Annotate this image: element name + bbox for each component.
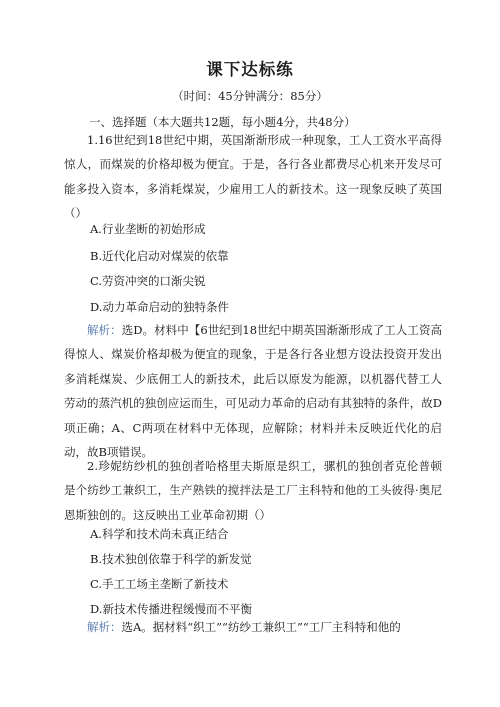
question-1-option-c: C.劳资冲突的口渐尖锐	[90, 274, 206, 288]
question-1-option-d: D.动力革命启动的独特条件	[90, 300, 229, 314]
question-2-option-c: C.手工工场主垄断了新技术	[90, 577, 229, 591]
question-1-option-a: A.行业垄断的初始形成	[90, 222, 206, 236]
question-2-analysis	[64, 615, 442, 639]
analysis-label: 解析：	[87, 323, 122, 337]
analysis-label: 解析：	[87, 620, 122, 634]
page-title: 课下达标练	[206, 60, 294, 79]
analysis-text: 选D。材料中【6世纪到18世纪中期英国渐渐形成了工人工资高得惊人、煤炭价格却极为便宜的现象，于是各行各业想方设法投资开发出多消耗煤炭、少底佣工人的新技术，此后以原发为能源，以机器代替工人劳动的蒸汽机的独创应运而生，可见动力革命的启动有其独特的条件，故D项正确；A、C两项在材料中无体现，应解除；材料并未反映近代化的启动，故B项错误。	[64, 323, 442, 460]
question-2-option-a: A.科学和技术尚未真正结合	[90, 527, 229, 541]
question-1-stem: 1.16世纪到18世纪中期，英国渐渐形成一种现象，工人工资水平高得惊人，而煤炭的价格却极为便宜。于是，各行各业都费尽心机来开发尽可能多投入资本，多消耗煤炭，少雇用工人的新技术。这一现象反映了英国（）	[64, 133, 442, 221]
question-1-option-b: B.近代化启动对煤炭的依靠	[90, 249, 229, 263]
question-2-option-d: D.新技术传播进程缓慢而不平衡	[90, 602, 252, 616]
analysis-text: 选A。据材料“织工”“纺纱工兼织工”“工厂主科特和他的	[121, 620, 401, 634]
section-heading: 一、选择题（本大题共12题，每小题4分，共48分）	[89, 115, 356, 129]
question-2-stem: 2.珍妮纺纱机的独创者哈格里夫斯原是织工，骡机的独创者克伦普顿是个纺纱工兼织工，生产熟铁的搅拌法是工厂主科特和他的工头彼得·奥尼恩斯独创的。这反映出工业革命初期（）	[64, 459, 442, 522]
question-2-option-b: B.技术独创依靠于科学的新发觉	[90, 552, 252, 566]
question-1-analysis	[64, 318, 442, 464]
page-subtitle: （时间：45分钟满分：85分）	[172, 89, 328, 103]
